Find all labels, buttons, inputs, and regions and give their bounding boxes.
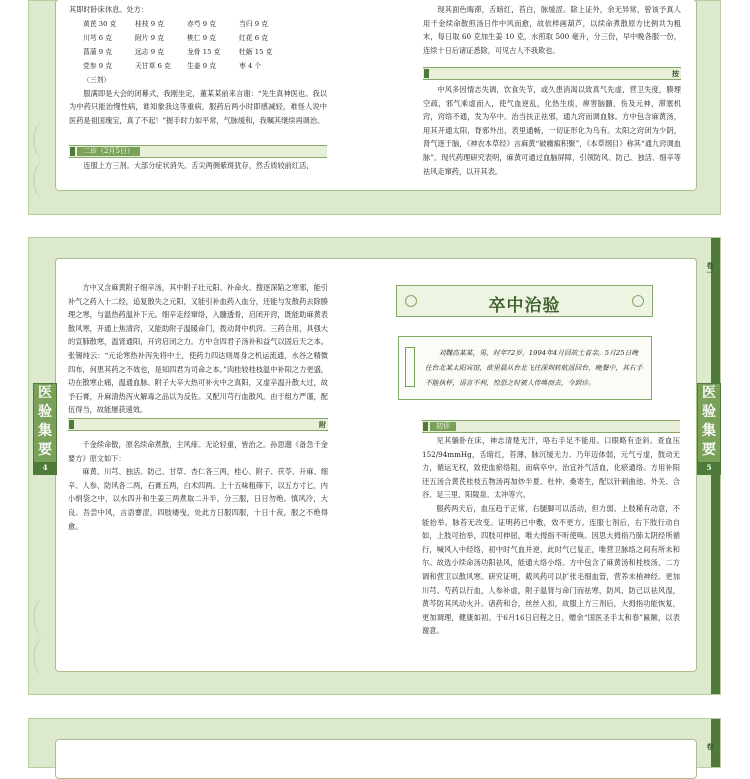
prescription-item: 龙骨 15 克	[187, 47, 221, 56]
section-label: 初诊	[430, 422, 456, 431]
scroll-icon	[405, 347, 415, 387]
volume-mark: 卷	[706, 743, 715, 750]
section-bar-appendix	[68, 418, 328, 431]
body-paragraph: 服药两天后，血压趋于正常，右腿脚可以活动，但力弱。上肢稀有动意，不能抬举。脉苔无改变。证明药已中敷，效不更方。连服七剂后，右下肢行动自如，上肢可抬举，四肢可伸屈，唯大拇指不听使唤。因思大拇指乃肺太阴经所循行，喊风入中经络，初中时气血并逆，此时气已复正，唯营卫脉络之间有所未和尔。故选小续命汤功阳祛风，能通大络小络。方中包含了麻黄汤和桂枝汤，二方调和营卫以散风寒。研究证明，葳风药可以扩张毛细血管，营养末梢神经。更加川芎、芍药以行血，人参补虚，附子温肾与命门而祛寒，防风、防己以祛风湿，黄芩防其风动火升。诸药和合，丝丝入扣，故服上方三剂后，大拇指功能恢复，更加调理，健康如初。于6月16日启程之日，赠余“国医圣手太和春”匾额，以表谢意。	[422, 503, 680, 636]
side-tab-right	[697, 383, 721, 475]
prescription-item: 桃仁 9 克	[187, 33, 217, 42]
body-paragraph: 方中又含麻黄附子细辛汤，其中附子壮元阳、补命火、搜逐深陷之寒邪，能引补气之药入十二经，追复散失之元阳，又能引补血药入血分，还能与发散药去除腠理之寒，与温热药温补下元。细辛走经窜络，入髓透骨，启闭开窍，既能助麻黄表散风寒，开通上焦清窍，又能助附子温暖命门，拨动肾中机窍。三药合用，具强大的宣肺散寒，温肾通阳，开窍启闭之力。方中含四君子汤补和益气以固后天之本。张锡纯云：“元论寒热补泻先将中土，使药力四达则周身之机运流通，水谷之精微四布，何患其药之不效也，是知四君为司命之本。”肉桂较桂枝温中补阳之力更盛，功在散寒止痛，温通血脉。附子大辛大热可补火中之真阳，又虚辛温升散大过，故予石膏，升麻清热泻火解毒之品以为反佐。又配川芎行血散风。由于组方严谨，配伍得当，故能屡获速效。	[68, 283, 328, 415]
body-paragraph: 见其躺卧在床，神志清楚无汗，咯右手足不能用。口眼略有歪斜。查血压152/94mmHg，舌暗红，苔薄，脉沉缓无力。乃年迈体弱，元气亏虚，鼓动无力，循运无权，致使血瘀络阻，而病卒中。治宜补气活血，化瘀通络。方用补阳还五汤合黄芪桂枝五物汤再加炒半夏、杜仲、桑寄生，配以针刺曲池、外关、合谷、足三里、阳陵泉、太冲等穴。	[422, 436, 680, 500]
section-label: 二诊（2月5日）	[77, 147, 140, 156]
chapter-title: 卒中治验	[488, 296, 561, 316]
prescription-item: 党参 9 克	[83, 61, 113, 70]
prescription-item: 黄芪 30 克	[83, 19, 117, 28]
rx-lead: 其即时卧床休息。处方：	[69, 5, 149, 14]
body-paragraph: 千金续命散，原名续命煮散，主风痱。无论轻重，皆治之。孙思邈《备急千金要方》原文如下：	[68, 440, 328, 463]
decoration-leaf	[33, 121, 55, 159]
case-intro-text: 刘魏高某某，男，时年72岁，1994年4月回故土省亲。5月25日晚住台北某太阳宾馆，欲里晨从台北飞往深圳转航返回台，晚餐中，其右手不能执杯，语言不利，惶恐之时被人传唤而去，今到诊。	[425, 349, 643, 387]
decoration-leaf	[33, 598, 55, 636]
prescription-item: 赤芍 9 克	[187, 19, 217, 28]
body-paragraph: 现其面色晦滞，舌暗红，苔白，脉缓涩。除上证外，余无异常，曾该予真人用千金续命散煎汤日作中风而愈，故依样画葫芦，以续命煮散原方比例共为粗末，每日取 60 克加生姜 10 克，水煎取 500 毫升，分三份，早中晚各服一份，连续十日后诸证悉除，可见古人不我欺也。	[423, 5, 681, 55]
section-end-label: 附	[319, 420, 326, 429]
prescription-item: 枣 4 个	[239, 61, 262, 70]
page-number: 5	[698, 462, 720, 474]
section-end-label: 按	[672, 69, 679, 78]
prescription-item: 远志 9 克	[135, 47, 165, 56]
body-paragraph: 连服上方三剂。大部分症状消失。舌尖两侧紫斑犹存，然舌质较前红活，	[83, 161, 314, 170]
prescription-item: （三剂）	[83, 75, 111, 84]
left-column-appendix	[68, 438, 328, 533]
chapter-title-box	[396, 285, 653, 317]
page-spread-1	[28, 0, 721, 215]
prescription-item: 牡蛎 15 克	[239, 47, 273, 56]
prescription-item: 川芎 6 克	[83, 33, 113, 42]
bar-mark-icon	[423, 422, 428, 431]
flourish-right-icon	[632, 295, 644, 307]
section-bar-second-visit	[69, 145, 327, 158]
side-tab-label: 医验集要	[38, 385, 52, 458]
page-frame	[55, 739, 697, 779]
section-bar-first-visit	[422, 420, 680, 433]
right-column	[423, 3, 681, 57]
right-column	[422, 434, 680, 638]
body-paragraph: 服满即是大会的闭幕式，我刚坐定，董某某前来言谢：“先生真神医也。我以为中药只能治慢性病，谁知象我这等重病，服药后两小时即感减轻，难怪人说中医药是祖国瑰宝，真了不起！”握手时力如平常，气脉缓和，我嘱其继续再调治。	[69, 88, 327, 125]
page-number: 4	[34, 462, 56, 474]
prescription-item: 桂枝 9 克	[135, 19, 165, 28]
side-tab-label: 医验集要	[702, 385, 716, 458]
left-column-continued	[69, 159, 327, 173]
prescription-item: 红花 6 克	[239, 33, 269, 42]
bar-mark-icon	[70, 147, 75, 156]
body-paragraph: 麻黄、川芎、独活、防己、甘草、杏仁各三两，桂心、附子、茯苓、升麻、细辛、人参、防风各二两，石膏五两，白术四两。上十五味粗筛下，以五方寸匕，内小绢袋之中，以水四升和生姜三两煮取二升半，分三服，日日勿绝。慎风冷，大良。吾尝中风，言语謇涩，四肢痿曳，处此方日服四服，十日十夜，服之不绝得愈。	[68, 467, 328, 531]
prescription-row	[69, 45, 327, 59]
body-paragraph: 中风多因情志失调，饮食失节，或久患消渴以致真气先虚，营卫失度，腠理空疏，邪气乘虚而入，使气血逆乱，化热生痰，痹害脑髓，伤及元神，滞塞机窍，窍络不通，发为卒中。治当扶正祛邪，通九窍而调血脉。方中包含麻黄汤，用其开通太阳，脊邪外出，表里通畅，一切证形化为乌有。太阳之窍闭为少阴，肾气逐于脑，《神农本草经》言麻黄“破癥瘕积聚”，《本草纲目》称其“通九窍调血脉”。现代药理研究表明，麻黄可通过血脑屏障，引领防风、防己、独活、细辛等祛风走窜药，以开其表。	[423, 85, 681, 176]
prescription-row	[69, 17, 327, 31]
prescription-item: 生姜 9 克	[187, 61, 217, 70]
prescription-item: 当归 9 克	[239, 19, 269, 28]
side-tab-left	[33, 383, 57, 475]
left-column	[68, 281, 328, 417]
left-column	[69, 3, 327, 127]
prescription-item: 菖蒲 9 克	[83, 47, 113, 56]
prescription-row	[69, 31, 327, 45]
section-bar-commentary	[423, 67, 681, 80]
bar-mark-icon	[69, 420, 74, 429]
case-intro-box	[398, 336, 652, 400]
prescription-item: 附片 9 克	[135, 33, 165, 42]
volume-mark: 卷一	[706, 262, 715, 276]
prescription-list	[69, 17, 327, 87]
right-column-commentary	[423, 83, 681, 178]
bar-mark-icon	[424, 69, 429, 78]
decoration-leaf	[33, 638, 55, 676]
decoration-leaf	[33, 161, 55, 199]
prescription-row	[69, 59, 327, 87]
prescription-item: 天甘草 6 克	[135, 61, 171, 70]
